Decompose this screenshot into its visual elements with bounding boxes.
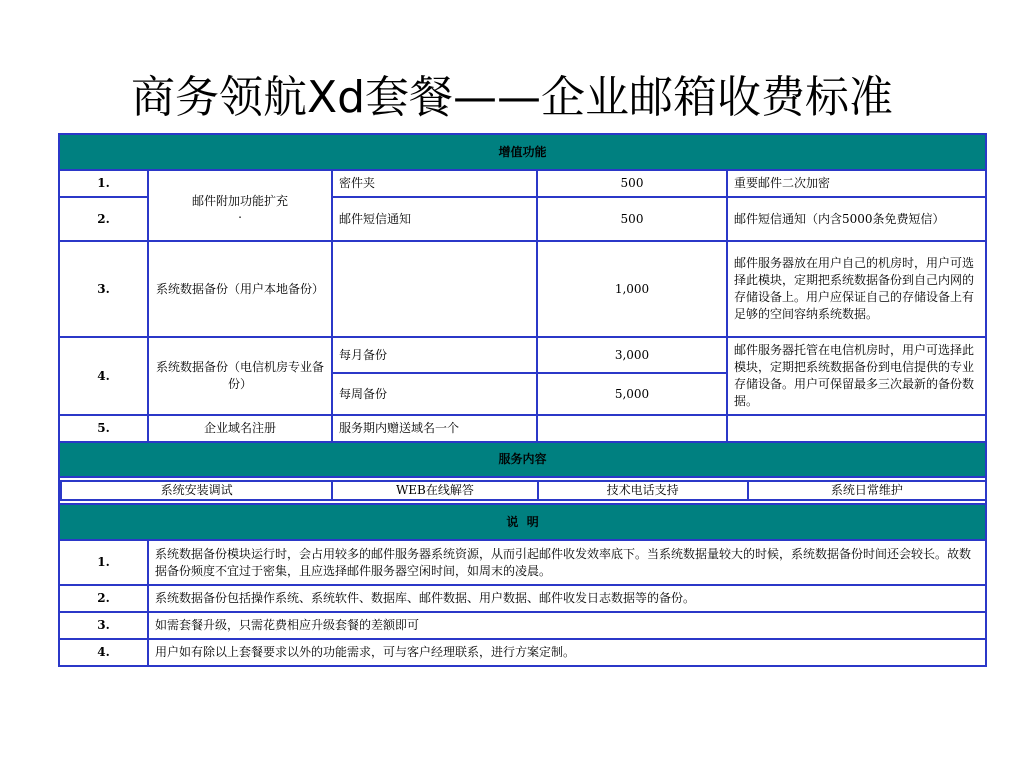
category-cell: 系统数据备份（用户本地备份） (148, 241, 332, 337)
item-cell (332, 241, 537, 337)
table-row (59, 337, 986, 373)
category-cell (148, 170, 332, 241)
item-cell: 服务期内赠送域名一个 (332, 415, 537, 442)
table-row (59, 415, 986, 442)
row-number: 4. (59, 337, 148, 415)
table-row (59, 170, 986, 197)
description-cell: 重要邮件二次加密 (727, 170, 986, 197)
category-cell: 企业域名注册 (148, 415, 332, 442)
table-row (59, 241, 986, 337)
item-cell: 邮件短信通知 (332, 197, 537, 241)
note-text: 系统数据备份模块运行时，会占用较多的邮件服务器系统资源，从而引起邮件收发效率底下。当系统数据量较大的时候，系统数据备份时间还会较长。故数据备份频度不宜过于密集，且应选择邮件服务器空闲时间，如周末的凌晨。 (148, 540, 986, 585)
note-number: 1. (59, 540, 148, 585)
price-cell: 1,000 (537, 241, 727, 337)
service-item: 系统安装调试 (61, 481, 332, 500)
description-cell: 邮件服务器托管在电信机房时，用户可选择此模块，定期把系统数据备份到电信提供的专业存储设备。用户可保留最多三次最新的备份数据。 (727, 337, 986, 415)
category-label: 邮件附加功能扩充 (191, 194, 288, 208)
section-header-value-added: 增值功能 (59, 134, 986, 170)
note-number: 3. (59, 612, 148, 639)
services-cell (59, 477, 986, 504)
page-title: 商务领航Xd套餐——企业邮箱收费标准 (130, 72, 894, 123)
service-item: WEB在线解答 (332, 481, 537, 500)
price-cell: 500 (537, 170, 727, 197)
category-cell: 系统数据备份（电信机房专业备份） (148, 337, 332, 415)
services-row (59, 477, 986, 504)
price-cell (537, 415, 727, 442)
description-cell: 邮件服务器放在用户自己的机房时，用户可选择此模块，定期把系统数据备份到自己内网的存储设备上。用户应保证自己的存储设备上有足够的空间容纳系统数据。 (727, 241, 986, 337)
service-item: 系统日常维护 (748, 481, 985, 500)
row-number: 2. (59, 197, 148, 241)
price-cell: 5,000 (537, 373, 727, 415)
section-header-services: 服务内容 (59, 442, 986, 477)
notes-heading: 说 明 (506, 514, 539, 529)
table-row (59, 540, 986, 585)
note-text: 用户如有除以上套餐要求以外的功能需求，可与客户经理联系，进行方案定制。 (148, 639, 986, 666)
table-row (59, 639, 986, 666)
note-text: 如需套餐升级，只需花费相应升级套餐的差额即可 (148, 612, 986, 639)
price-cell: 3,000 (537, 337, 727, 373)
section-header-notes (59, 504, 986, 540)
row-number: 5. (59, 415, 148, 442)
row-number: 1. (59, 170, 148, 197)
pricing-table (58, 133, 987, 667)
note-number: 2. (59, 585, 148, 612)
stray-dot: . (238, 207, 242, 221)
item-cell: 每月备份 (332, 337, 537, 373)
item-cell: 每周备份 (332, 373, 537, 415)
row-number: 3. (59, 241, 148, 337)
note-text: 系统数据备份包括操作系统、系统软件、数据库、邮件数据、用户数据、邮件收发日志数据等的备份。 (148, 585, 986, 612)
services-list (60, 480, 985, 501)
description-cell (727, 415, 986, 442)
note-number: 4. (59, 639, 148, 666)
item-cell: 密件夹 (332, 170, 537, 197)
price-cell: 500 (537, 197, 727, 241)
service-item: 技术电话支持 (538, 481, 748, 500)
table-row (59, 612, 986, 639)
table-row (59, 585, 986, 612)
description-cell: 邮件短信通知（内含5000条免费短信） (727, 197, 986, 241)
